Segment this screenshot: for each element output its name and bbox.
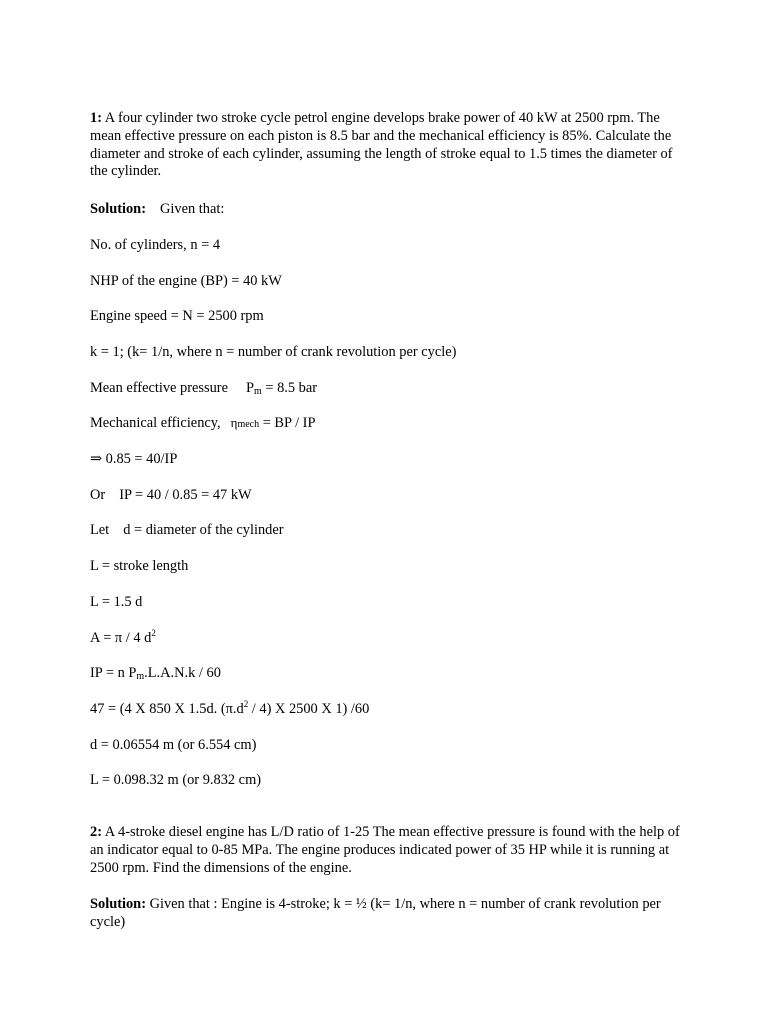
solution-2-text: Given that : Engine is 4-stroke; k = ½ (k= 1/n, where n = number of crank revolution per cycle) (90, 896, 661, 930)
let-line (90, 521, 284, 539)
ip-line (90, 486, 252, 504)
problem-2-number: 2: (90, 824, 102, 840)
given-speed: Engine speed = N = 2500 rpm (90, 308, 264, 324)
problem-1-text: A four cylinder two stroke cycle petrol engine develops brake power of 40 kW at 2500 rpm. The mean effective pressure on each piston is 8.5 bar and the mechanical efficiency is 85%. Calculate the diameter and stroke of each cylinder, assuming the length of stroke equal to 1.5 times the diameter of the cylinder. (90, 110, 673, 180)
area-equation (90, 629, 156, 647)
let-word: Let (90, 522, 110, 538)
solution-1-intro: Given that: (159, 201, 225, 217)
ip-formula-a: IP = n P (90, 665, 137, 681)
solution-2 (90, 896, 680, 932)
substituted-equation (90, 700, 369, 718)
ip-formula (90, 664, 221, 686)
eq-superscript: 2 (243, 699, 249, 709)
eq-part-a: 47 = (4 X 850 X 1.5d. (π.d (90, 701, 244, 717)
implies-line: ⇒ 0.85 = 40/IP (90, 451, 178, 467)
stroke-result: L = 0.098.32 m (or 9.832 cm) (90, 772, 262, 788)
area-superscript: 2 (151, 628, 156, 638)
given-nhp: NHP of the engine (BP) = 40 kW (90, 273, 282, 289)
eq-part-b: / 4) X 2500 X 1) /60 (248, 701, 370, 717)
diameter-def: d = diameter of the cylinder (123, 522, 284, 538)
given-cylinders: No. of cylinders, n = 4 (90, 237, 221, 253)
stroke-equation: L = 1.5 d (90, 594, 143, 610)
problem-2 (90, 824, 680, 877)
problem-1-number: 1: (90, 110, 102, 126)
problem-1 (90, 110, 680, 181)
mep-value: = 8.5 bar (261, 380, 318, 396)
mechanical-efficiency (90, 414, 315, 434)
mech-value: = BP / IP (259, 415, 316, 431)
diameter-result: d = 0.06554 m (or 6.554 cm) (90, 737, 257, 753)
problem-2-text: A 4-stroke diesel engine has L/D ratio of 1-25 The mean effective pressure is found with the help of an indicator equal to 0-85 MPa. The engine produces indicated power of 35 HP while it is running at 2500 rpm. Find the dimensions of the engine. (90, 824, 680, 876)
area-text: A = π / 4 d (90, 630, 152, 646)
mep-label: Mean effective pressure (90, 380, 228, 396)
solution-1-label: Solution: (90, 201, 146, 217)
given-k: k = 1; (k= 1/n, where n = number of crank revolution per cycle) (90, 344, 457, 360)
eta-symbol: η (230, 415, 238, 430)
mep-subscript: m (254, 386, 262, 397)
or-word: Or (90, 487, 106, 503)
given-mep (90, 379, 317, 401)
mech-label: Mechanical efficiency, (90, 415, 221, 431)
ip-value: IP = 40 / 0.85 = 47 kW (119, 487, 252, 503)
solution-1-heading (90, 200, 224, 218)
solution-2-label: Solution: (90, 896, 146, 912)
ip-formula-subscript: m (136, 671, 145, 682)
stroke-def: L = stroke length (90, 558, 189, 574)
eta-subscript: mech (237, 419, 260, 430)
mep-symbol: P (245, 380, 254, 396)
ip-formula-b: .L.A.N.k / 60 (144, 665, 221, 681)
